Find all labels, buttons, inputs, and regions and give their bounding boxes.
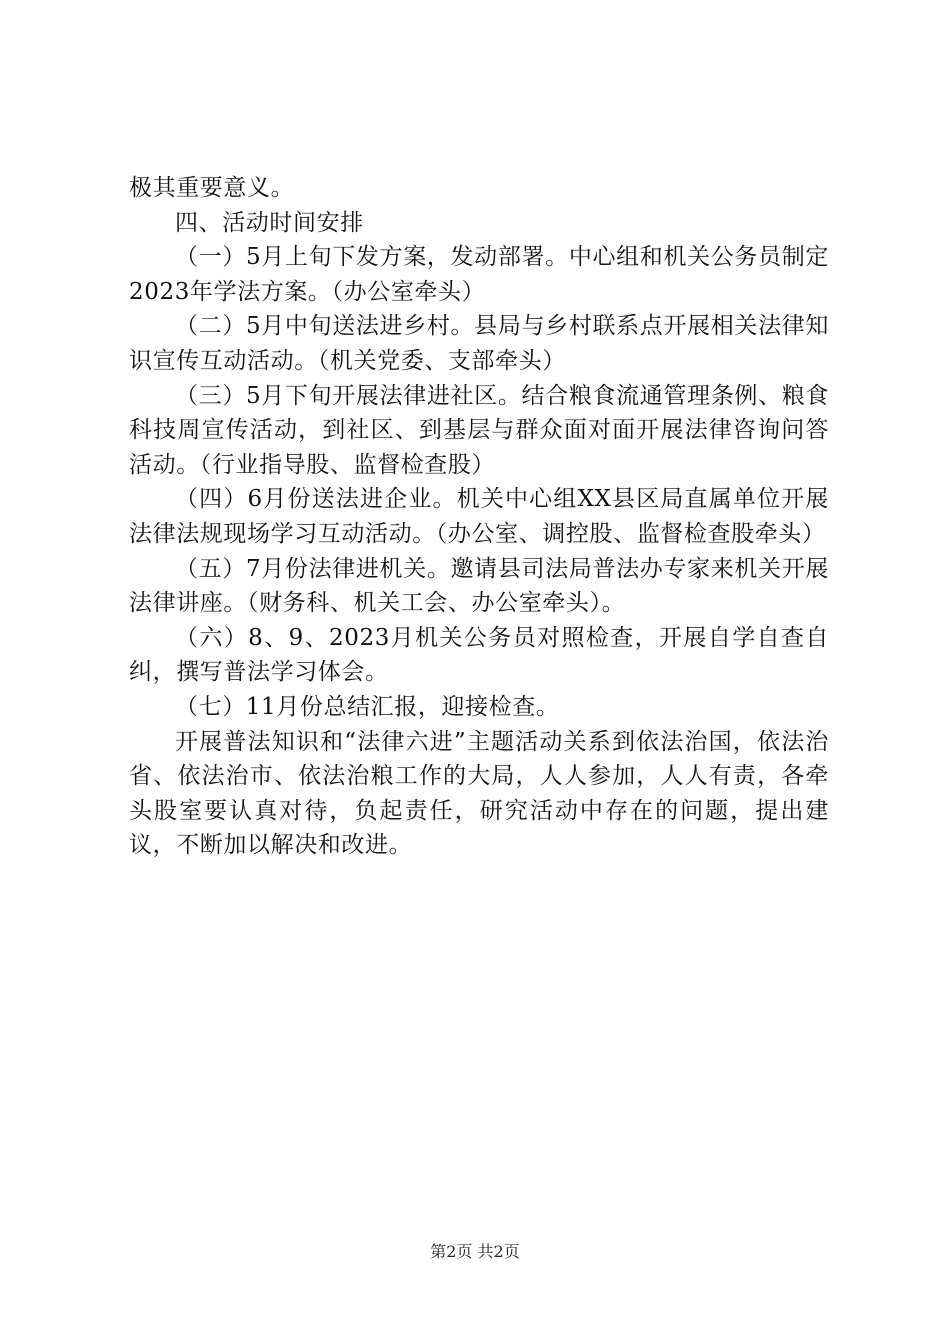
- paragraph: 极其重要意义。: [129, 175, 295, 201]
- document-body: [129, 171, 829, 863]
- paragraph: （二）5月中旬送法进乡村。县局与乡村联系点开展相关法律知识宣传互动活动。（机关党委、支部牵头）: [129, 313, 829, 374]
- paragraph: （四）6月份送法进企业。机关中心组XX县区局直属单位开展法律法规现场学习互动活动。（办公室、调控股、监督检查股牵头）: [129, 486, 829, 547]
- page-footer: 第2页 共2页: [430, 1242, 520, 1261]
- section-heading: 四、活动时间安排: [175, 209, 364, 236]
- paragraph: （一）5月上旬下发方案，发动部署。中心组和机关公务员制定2023年学法方案。（办公室牵头）: [129, 244, 829, 305]
- paragraph: （三）5月下旬开展法律进社区。结合粮食流通管理条例、粮食科技周宣传活动，到社区、到基层与群众面对面开展法律咨询问答活动。（行业指导股、监督检查股）: [129, 382, 829, 478]
- paragraph: 开展普法知识和“法律六进”主题活动关系到依法治国，依法治省、依法治市、依法治粮工作的大局，人人参加，人人有责，各牵头股室要认真对待，负起责任，研究活动中存在的问题，提出建议，不断加以解决和改进。: [129, 728, 829, 859]
- paragraph: （五）7月份法律进机关。邀请县司法局普法办专家来机关开展法律讲座。（财务科、机关工会、办公室牵头）。: [129, 555, 829, 617]
- paragraph: （七）11月份总结汇报，迎接检查。: [175, 693, 560, 720]
- paragraph: （六）8、9、2023月机关公务员对照检查，开展自学自查自纠，撰写普法学习体会。: [129, 624, 829, 686]
